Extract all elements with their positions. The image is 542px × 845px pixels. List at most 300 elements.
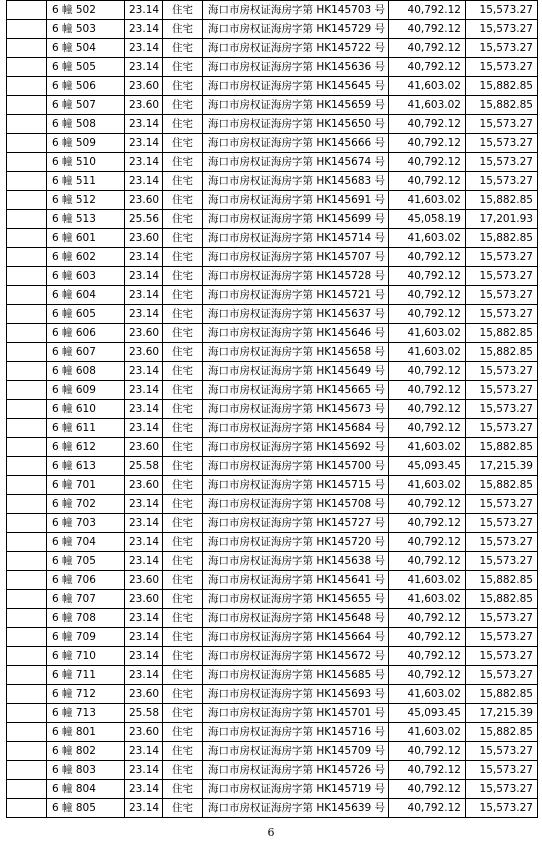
blank-cell	[7, 761, 47, 780]
certificate-cell: 海口市房权证海房字第 HK145685 号	[203, 666, 389, 685]
table-row	[7, 229, 538, 248]
certificate-cell: 海口市房权证海房字第 HK145714 号	[203, 229, 389, 248]
certificate-cell: 海口市房权证海房字第 HK145691 号	[203, 191, 389, 210]
unit-cell: 6 幢 707	[47, 590, 125, 609]
total-price-cell: 40,792.12	[389, 172, 466, 191]
use-cell: 住宅	[163, 58, 203, 77]
total-price-cell: 41,603.02	[389, 229, 466, 248]
area-cell: 23.60	[125, 191, 163, 210]
area-cell: 23.14	[125, 495, 163, 514]
unit-price-cell: 15,882.85	[466, 571, 538, 590]
area-cell: 23.14	[125, 761, 163, 780]
total-price-cell: 41,603.02	[389, 438, 466, 457]
table-row	[7, 552, 538, 571]
use-cell: 住宅	[163, 191, 203, 210]
certificate-cell: 海口市房权证海房字第 HK145700 号	[203, 457, 389, 476]
blank-cell	[7, 590, 47, 609]
table-row	[7, 20, 538, 39]
certificate-cell: 海口市房权证海房字第 HK145655 号	[203, 590, 389, 609]
total-price-cell: 45,093.45	[389, 704, 466, 723]
total-price-cell: 41,603.02	[389, 77, 466, 96]
table-row	[7, 324, 538, 343]
unit-price-cell: 15,882.85	[466, 590, 538, 609]
certificate-cell: 海口市房权证海房字第 HK145674 号	[203, 153, 389, 172]
unit-cell: 6 幢 611	[47, 419, 125, 438]
table-row	[7, 457, 538, 476]
table-row	[7, 305, 538, 324]
unit-cell: 6 幢 701	[47, 476, 125, 495]
total-price-cell: 40,792.12	[389, 58, 466, 77]
area-cell: 23.60	[125, 324, 163, 343]
table-row	[7, 723, 538, 742]
total-price-cell: 45,058.19	[389, 210, 466, 229]
use-cell: 住宅	[163, 39, 203, 58]
area-cell: 25.56	[125, 210, 163, 229]
certificate-cell: 海口市房权证海房字第 HK145636 号	[203, 58, 389, 77]
table-row	[7, 96, 538, 115]
area-cell: 23.14	[125, 381, 163, 400]
use-cell: 住宅	[163, 96, 203, 115]
use-cell: 住宅	[163, 514, 203, 533]
unit-cell: 6 幢 607	[47, 343, 125, 362]
unit-cell: 6 幢 513	[47, 210, 125, 229]
blank-cell	[7, 324, 47, 343]
blank-cell	[7, 647, 47, 666]
area-cell: 23.60	[125, 438, 163, 457]
certificate-cell: 海口市房权证海房字第 HK145699 号	[203, 210, 389, 229]
use-cell: 住宅	[163, 115, 203, 134]
area-cell: 23.14	[125, 1, 163, 20]
unit-cell: 6 幢 504	[47, 39, 125, 58]
table-row	[7, 58, 538, 77]
use-cell: 住宅	[163, 419, 203, 438]
blank-cell	[7, 742, 47, 761]
total-price-cell: 40,792.12	[389, 609, 466, 628]
table-row	[7, 780, 538, 799]
unit-price-cell: 15,882.85	[466, 685, 538, 704]
use-cell: 住宅	[163, 780, 203, 799]
unit-cell: 6 幢 507	[47, 96, 125, 115]
blank-cell	[7, 191, 47, 210]
unit-cell: 6 幢 608	[47, 362, 125, 381]
total-price-cell: 40,792.12	[389, 495, 466, 514]
blank-cell	[7, 96, 47, 115]
blank-cell	[7, 685, 47, 704]
table-row	[7, 267, 538, 286]
blank-cell	[7, 58, 47, 77]
blank-cell	[7, 381, 47, 400]
certificate-cell: 海口市房权证海房字第 HK145672 号	[203, 647, 389, 666]
total-price-cell: 40,792.12	[389, 153, 466, 172]
use-cell: 住宅	[163, 248, 203, 267]
blank-cell	[7, 514, 47, 533]
unit-cell: 6 幢 601	[47, 229, 125, 248]
area-cell: 25.58	[125, 704, 163, 723]
unit-cell: 6 幢 612	[47, 438, 125, 457]
certificate-cell: 海口市房权证海房字第 HK145708 号	[203, 495, 389, 514]
unit-price-cell: 15,573.27	[466, 134, 538, 153]
unit-cell: 6 幢 505	[47, 58, 125, 77]
blank-cell	[7, 400, 47, 419]
unit-price-cell: 15,882.85	[466, 229, 538, 248]
blank-cell	[7, 438, 47, 457]
certificate-cell: 海口市房权证海房字第 HK145683 号	[203, 172, 389, 191]
area-cell: 23.60	[125, 77, 163, 96]
certificate-cell: 海口市房权证海房字第 HK145701 号	[203, 704, 389, 723]
total-price-cell: 40,792.12	[389, 286, 466, 305]
unit-price-cell: 17,215.39	[466, 704, 538, 723]
blank-cell	[7, 476, 47, 495]
unit-price-cell: 15,573.27	[466, 647, 538, 666]
area-cell: 23.60	[125, 476, 163, 495]
table-row	[7, 438, 538, 457]
table-row	[7, 39, 538, 58]
area-cell: 23.14	[125, 666, 163, 685]
area-cell: 23.14	[125, 39, 163, 58]
area-cell: 23.14	[125, 799, 163, 818]
unit-cell: 6 幢 708	[47, 609, 125, 628]
blank-cell	[7, 704, 47, 723]
certificate-cell: 海口市房权证海房字第 HK145664 号	[203, 628, 389, 647]
unit-price-cell: 15,573.27	[466, 552, 538, 571]
area-cell: 23.14	[125, 286, 163, 305]
certificate-cell: 海口市房权证海房字第 HK145659 号	[203, 96, 389, 115]
unit-price-cell: 15,573.27	[466, 780, 538, 799]
total-price-cell: 40,792.12	[389, 134, 466, 153]
total-price-cell: 41,603.02	[389, 590, 466, 609]
certificate-cell: 海口市房权证海房字第 HK145728 号	[203, 267, 389, 286]
table-row	[7, 115, 538, 134]
area-cell: 23.60	[125, 96, 163, 115]
unit-price-cell: 15,573.27	[466, 305, 538, 324]
unit-cell: 6 幢 603	[47, 267, 125, 286]
unit-price-cell: 15,573.27	[466, 115, 538, 134]
area-cell: 23.60	[125, 343, 163, 362]
blank-cell	[7, 343, 47, 362]
area-cell: 23.60	[125, 229, 163, 248]
total-price-cell: 40,792.12	[389, 552, 466, 571]
table-row	[7, 362, 538, 381]
table-row	[7, 381, 538, 400]
unit-price-cell: 15,573.27	[466, 495, 538, 514]
use-cell: 住宅	[163, 381, 203, 400]
use-cell: 住宅	[163, 609, 203, 628]
blank-cell	[7, 533, 47, 552]
use-cell: 住宅	[163, 495, 203, 514]
table-row	[7, 419, 538, 438]
unit-cell: 6 幢 502	[47, 1, 125, 20]
certificate-cell: 海口市房权证海房字第 HK145709 号	[203, 742, 389, 761]
area-cell: 23.14	[125, 267, 163, 286]
table-row	[7, 172, 538, 191]
blank-cell	[7, 20, 47, 39]
area-cell: 23.14	[125, 153, 163, 172]
unit-cell: 6 幢 804	[47, 780, 125, 799]
table-row	[7, 571, 538, 590]
certificate-cell: 海口市房权证海房字第 HK145665 号	[203, 381, 389, 400]
table-row	[7, 343, 538, 362]
certificate-cell: 海口市房权证海房字第 HK145721 号	[203, 286, 389, 305]
certificate-cell: 海口市房权证海房字第 HK145727 号	[203, 514, 389, 533]
total-price-cell: 40,792.12	[389, 647, 466, 666]
unit-price-cell: 15,573.27	[466, 761, 538, 780]
area-cell: 23.14	[125, 134, 163, 153]
area-cell: 23.60	[125, 590, 163, 609]
unit-cell: 6 幢 510	[47, 153, 125, 172]
use-cell: 住宅	[163, 153, 203, 172]
blank-cell	[7, 457, 47, 476]
unit-price-cell: 15,573.27	[466, 267, 538, 286]
use-cell: 住宅	[163, 457, 203, 476]
unit-price-cell: 15,573.27	[466, 609, 538, 628]
total-price-cell: 41,603.02	[389, 723, 466, 742]
unit-cell: 6 幢 712	[47, 685, 125, 704]
certificate-cell: 海口市房权证海房字第 HK145684 号	[203, 419, 389, 438]
use-cell: 住宅	[163, 343, 203, 362]
use-cell: 住宅	[163, 210, 203, 229]
total-price-cell: 40,792.12	[389, 761, 466, 780]
unit-price-cell: 15,882.85	[466, 191, 538, 210]
certificate-cell: 海口市房权证海房字第 HK145707 号	[203, 248, 389, 267]
total-price-cell: 41,603.02	[389, 343, 466, 362]
total-price-cell: 40,792.12	[389, 305, 466, 324]
area-cell: 23.14	[125, 362, 163, 381]
blank-cell	[7, 77, 47, 96]
unit-price-cell: 15,882.85	[466, 96, 538, 115]
unit-price-cell: 15,573.27	[466, 514, 538, 533]
unit-price-cell: 15,573.27	[466, 39, 538, 58]
property-table	[6, 0, 538, 818]
use-cell: 住宅	[163, 552, 203, 571]
use-cell: 住宅	[163, 685, 203, 704]
table-row	[7, 590, 538, 609]
area-cell: 23.14	[125, 742, 163, 761]
blank-cell	[7, 115, 47, 134]
total-price-cell: 40,792.12	[389, 666, 466, 685]
use-cell: 住宅	[163, 533, 203, 552]
use-cell: 住宅	[163, 590, 203, 609]
blank-cell	[7, 419, 47, 438]
unit-price-cell: 15,573.27	[466, 381, 538, 400]
area-cell: 23.60	[125, 723, 163, 742]
total-price-cell: 41,603.02	[389, 571, 466, 590]
unit-cell: 6 幢 802	[47, 742, 125, 761]
certificate-cell: 海口市房权证海房字第 HK145673 号	[203, 400, 389, 419]
unit-cell: 6 幢 605	[47, 305, 125, 324]
unit-cell: 6 幢 704	[47, 533, 125, 552]
use-cell: 住宅	[163, 704, 203, 723]
total-price-cell: 40,792.12	[389, 115, 466, 134]
use-cell: 住宅	[163, 172, 203, 191]
total-price-cell: 40,792.12	[389, 267, 466, 286]
unit-price-cell: 15,573.27	[466, 1, 538, 20]
unit-price-cell: 15,573.27	[466, 533, 538, 552]
area-cell: 23.14	[125, 248, 163, 267]
unit-cell: 6 幢 602	[47, 248, 125, 267]
use-cell: 住宅	[163, 723, 203, 742]
use-cell: 住宅	[163, 267, 203, 286]
table-row	[7, 286, 538, 305]
use-cell: 住宅	[163, 571, 203, 590]
area-cell: 23.14	[125, 628, 163, 647]
total-price-cell: 41,603.02	[389, 96, 466, 115]
unit-cell: 6 幢 709	[47, 628, 125, 647]
area-cell: 25.58	[125, 457, 163, 476]
use-cell: 住宅	[163, 362, 203, 381]
table-row	[7, 514, 538, 533]
blank-cell	[7, 571, 47, 590]
unit-cell: 6 幢 711	[47, 666, 125, 685]
area-cell: 23.14	[125, 58, 163, 77]
certificate-cell: 海口市房权证海房字第 HK145650 号	[203, 115, 389, 134]
blank-cell	[7, 666, 47, 685]
unit-price-cell: 15,573.27	[466, 419, 538, 438]
page-number: 6	[267, 826, 275, 839]
use-cell: 住宅	[163, 1, 203, 20]
blank-cell	[7, 210, 47, 229]
unit-price-cell: 15,573.27	[466, 742, 538, 761]
use-cell: 住宅	[163, 400, 203, 419]
certificate-cell: 海口市房权证海房字第 HK145658 号	[203, 343, 389, 362]
unit-cell: 6 幢 610	[47, 400, 125, 419]
certificate-cell: 海口市房权证海房字第 HK145693 号	[203, 685, 389, 704]
unit-cell: 6 幢 613	[47, 457, 125, 476]
table-row	[7, 666, 538, 685]
unit-price-cell: 15,882.85	[466, 723, 538, 742]
blank-cell	[7, 229, 47, 248]
use-cell: 住宅	[163, 134, 203, 153]
certificate-cell: 海口市房权证海房字第 HK145641 号	[203, 571, 389, 590]
unit-price-cell: 15,573.27	[466, 666, 538, 685]
total-price-cell: 45,093.45	[389, 457, 466, 476]
total-price-cell: 41,603.02	[389, 324, 466, 343]
area-cell: 23.14	[125, 20, 163, 39]
unit-price-cell: 17,201.93	[466, 210, 538, 229]
blank-cell	[7, 799, 47, 818]
blank-cell	[7, 134, 47, 153]
unit-price-cell: 15,573.27	[466, 362, 538, 381]
unit-price-cell: 15,573.27	[466, 153, 538, 172]
unit-price-cell: 15,573.27	[466, 799, 538, 818]
certificate-cell: 海口市房权证海房字第 HK145638 号	[203, 552, 389, 571]
unit-cell: 6 幢 702	[47, 495, 125, 514]
unit-cell: 6 幢 713	[47, 704, 125, 723]
certificate-cell: 海口市房权证海房字第 HK145648 号	[203, 609, 389, 628]
use-cell: 住宅	[163, 286, 203, 305]
area-cell: 23.14	[125, 115, 163, 134]
blank-cell	[7, 267, 47, 286]
unit-price-cell: 15,882.85	[466, 343, 538, 362]
total-price-cell: 40,792.12	[389, 39, 466, 58]
total-price-cell: 40,792.12	[389, 514, 466, 533]
blank-cell	[7, 172, 47, 191]
use-cell: 住宅	[163, 305, 203, 324]
unit-cell: 6 幢 705	[47, 552, 125, 571]
blank-cell	[7, 286, 47, 305]
unit-price-cell: 15,573.27	[466, 58, 538, 77]
unit-cell: 6 幢 710	[47, 647, 125, 666]
certificate-cell: 海口市房权证海房字第 HK145719 号	[203, 780, 389, 799]
use-cell: 住宅	[163, 20, 203, 39]
use-cell: 住宅	[163, 761, 203, 780]
table-row	[7, 476, 538, 495]
table-row	[7, 761, 538, 780]
unit-cell: 6 幢 506	[47, 77, 125, 96]
unit-price-cell: 15,882.85	[466, 476, 538, 495]
unit-cell: 6 幢 511	[47, 172, 125, 191]
unit-price-cell: 15,573.27	[466, 20, 538, 39]
unit-price-cell: 15,573.27	[466, 286, 538, 305]
table-row	[7, 153, 538, 172]
certificate-cell: 海口市房权证海房字第 HK145722 号	[203, 39, 389, 58]
table-row	[7, 685, 538, 704]
unit-cell: 6 幢 508	[47, 115, 125, 134]
area-cell: 23.14	[125, 305, 163, 324]
unit-cell: 6 幢 803	[47, 761, 125, 780]
unit-cell: 6 幢 606	[47, 324, 125, 343]
unit-cell: 6 幢 706	[47, 571, 125, 590]
unit-price-cell: 15,573.27	[466, 248, 538, 267]
certificate-cell: 海口市房权证海房字第 HK145646 号	[203, 324, 389, 343]
unit-price-cell: 15,882.85	[466, 438, 538, 457]
area-cell: 23.14	[125, 514, 163, 533]
unit-price-cell: 15,573.27	[466, 628, 538, 647]
certificate-cell: 海口市房权证海房字第 HK145729 号	[203, 20, 389, 39]
table-row	[7, 248, 538, 267]
blank-cell	[7, 552, 47, 571]
area-cell: 23.14	[125, 172, 163, 191]
certificate-cell: 海口市房权证海房字第 HK145649 号	[203, 362, 389, 381]
area-cell: 23.14	[125, 400, 163, 419]
area-cell: 23.14	[125, 780, 163, 799]
table-row	[7, 495, 538, 514]
certificate-cell: 海口市房权证海房字第 HK145703 号	[203, 1, 389, 20]
total-price-cell: 40,792.12	[389, 20, 466, 39]
unit-price-cell: 15,573.27	[466, 172, 538, 191]
certificate-cell: 海口市房权证海房字第 HK145720 号	[203, 533, 389, 552]
blank-cell	[7, 780, 47, 799]
unit-price-cell: 17,215.39	[466, 457, 538, 476]
table-row	[7, 1, 538, 20]
total-price-cell: 40,792.12	[389, 1, 466, 20]
certificate-cell: 海口市房权证海房字第 HK145726 号	[203, 761, 389, 780]
use-cell: 住宅	[163, 324, 203, 343]
certificate-cell: 海口市房权证海房字第 HK145715 号	[203, 476, 389, 495]
certificate-cell: 海口市房权证海房字第 HK145639 号	[203, 799, 389, 818]
use-cell: 住宅	[163, 229, 203, 248]
table-row	[7, 134, 538, 153]
table-row	[7, 533, 538, 552]
unit-cell: 6 幢 609	[47, 381, 125, 400]
blank-cell	[7, 609, 47, 628]
blank-cell	[7, 362, 47, 381]
area-cell: 23.14	[125, 647, 163, 666]
unit-cell: 6 幢 801	[47, 723, 125, 742]
table-row	[7, 400, 538, 419]
certificate-cell: 海口市房权证海房字第 HK145645 号	[203, 77, 389, 96]
area-cell: 23.14	[125, 533, 163, 552]
total-price-cell: 41,603.02	[389, 191, 466, 210]
blank-cell	[7, 305, 47, 324]
table-row	[7, 628, 538, 647]
unit-price-cell: 15,573.27	[466, 400, 538, 419]
area-cell: 23.60	[125, 571, 163, 590]
total-price-cell: 41,603.02	[389, 476, 466, 495]
total-price-cell: 40,792.12	[389, 799, 466, 818]
blank-cell	[7, 248, 47, 267]
use-cell: 住宅	[163, 742, 203, 761]
table-row	[7, 647, 538, 666]
